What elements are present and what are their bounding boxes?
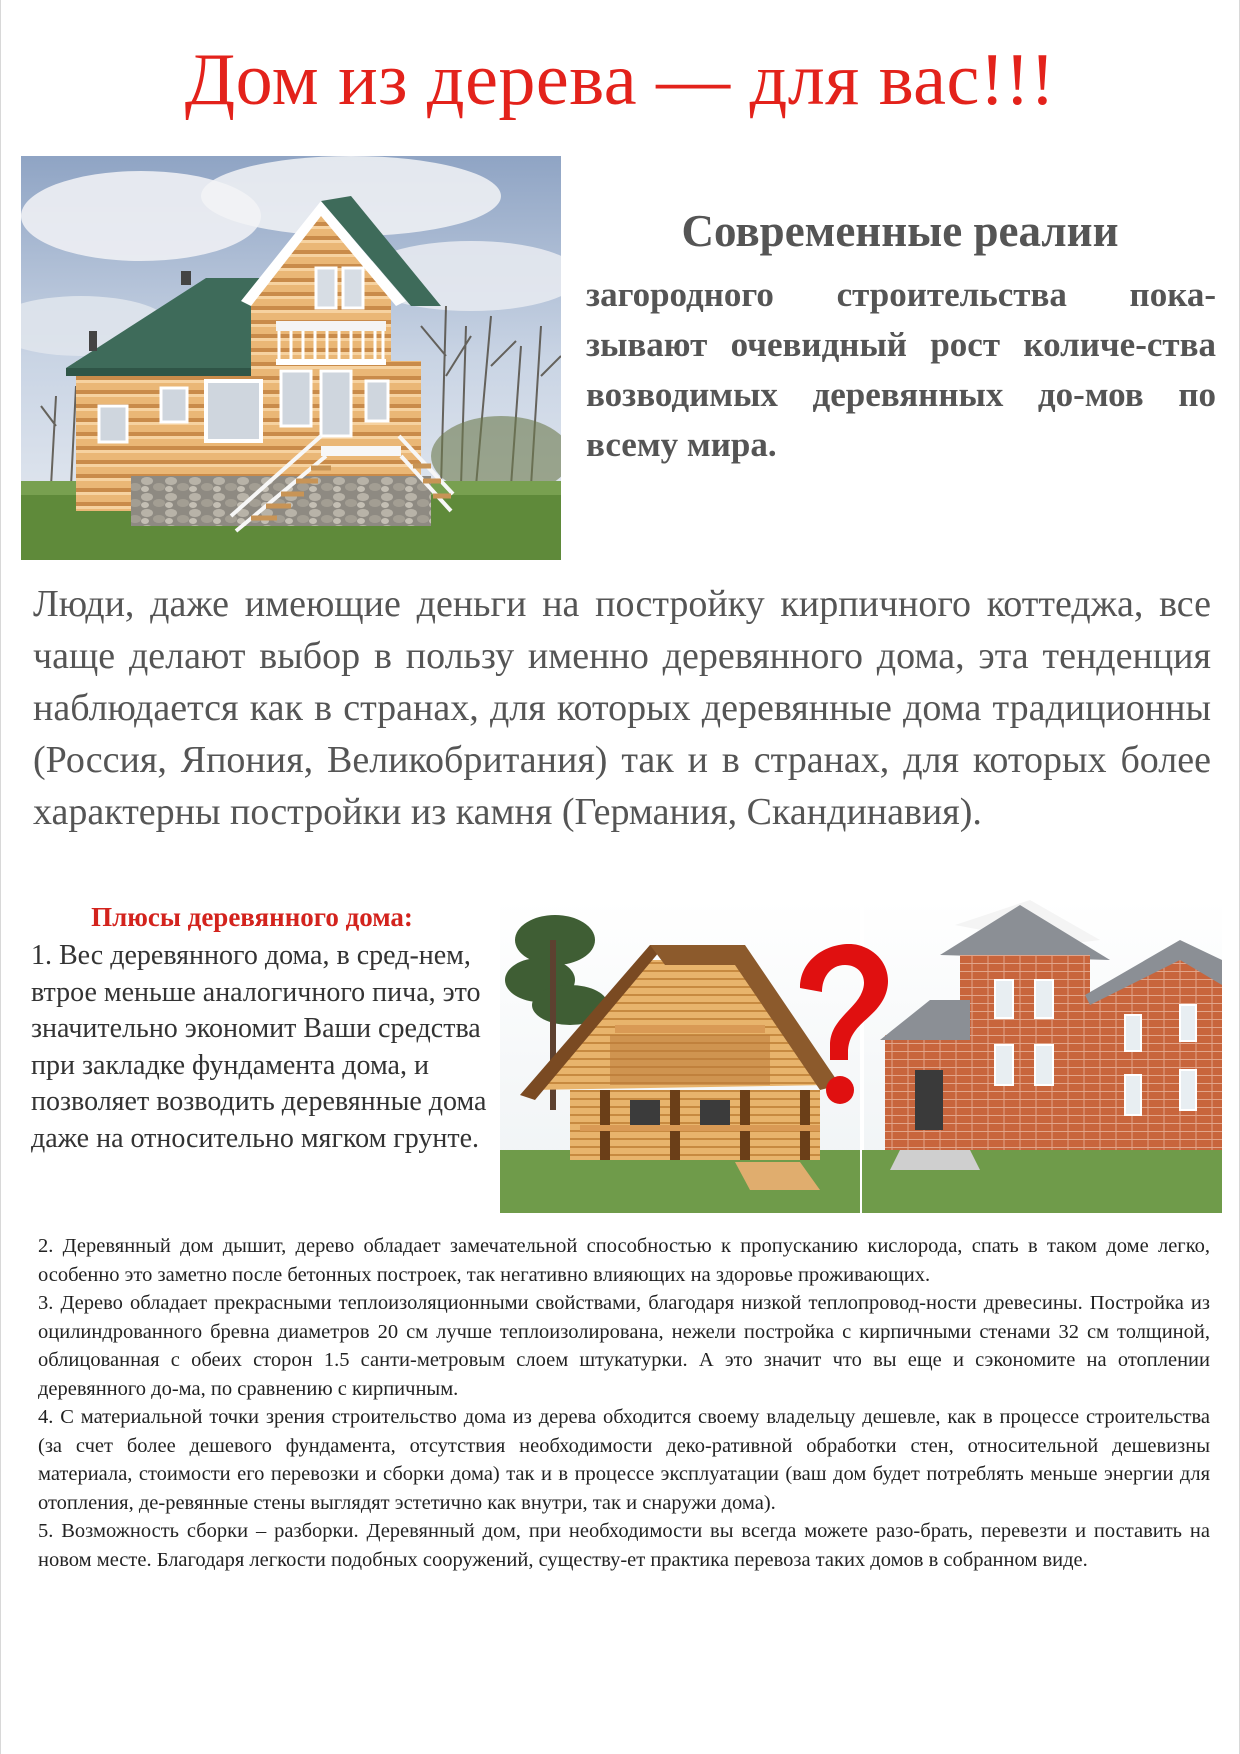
lead-heading: Современные реалии <box>681 206 1119 256</box>
pros-heading: Плюсы деревянного дома: <box>91 902 413 932</box>
pros-item-2: 2. Деревянный дом дышит, дерево обладает замечательной способностью к пропусканию кислорода, спать в таком доме легко, особенно это заметно после бетонных построек, так негативно влияющих на здоровье проживающих. <box>38 1235 1210 1286</box>
wood-vs-brick-photo <box>500 900 1222 1213</box>
pros-item-1: 1. Вес деревянного дома, в сред-нем, втрое меньше аналогичного пича, это значительно экономит Ваши средства при закладке фундамента дома, и позволяет возводить деревянные дома даже на относительно мягком грунте. <box>31 940 487 1154</box>
intro-paragraph: Люди, даже имеющие деньги на постройку кирпичного коттеджа, все чаще делают выбор в пользу именно деревянного дома, эта тенденция наблюдается как в странах, для которых деревянные дома традиционны (Россия, Япония, Великобритания) так и в странах, для которых более характерны постройки из камня (Германия, Скандинавия). <box>33 583 1211 833</box>
pros-item-4: 4. С материальной точки зрения строительство дома из дерева обходится своему владельцу дешевле, как в процессе строительства (за счет более дешевого фундамента, отсутствия необходимости деко-ративной обработки стен, относительной дешевизны материала, стоимости его перевозки и сборки дома) так и в процессе эксплуатации (ваш дом будет потреблять меньше энергии для отопления, де-ревянные стены выглядят эстетично как внутри, так и снаружи дома). <box>38 1406 1210 1514</box>
log-house-photo <box>21 156 561 560</box>
pros-list <box>38 1232 1210 1574</box>
lead-body: загородного строительства пока-зывают очевидный рост количе-ства возводимых деревянных до-мов по всему мира. <box>586 275 1216 464</box>
pros-item-3: 3. Дерево обладает прекрасными теплоизоляционными свойствами, благодаря низкой теплопровод-ности древесины. Постройка из оцилиндрованного бревна диаметров 20 см лучше теплоизолирована, нежели постройка с кирпичными стенами 32 см толщиной, облицованная с обеих сторон 1.5 санти-метровым слоем штукатурки. А это значит что вы еще и сэкономите на отоплении деревянного до-ма, по сравнению с кирпичным. <box>38 1292 1210 1400</box>
page-title: Дом из дерева — для вас!!! <box>184 39 1056 121</box>
pros-item-5: 5. Возможность сборки – разборки. Деревянный дом, при необходимости вы всегда можете разо-брать, перевезти и поставить на новом месте. Благодаря легкости подобных сооружений, существу-ет практика перевоза таких домов в собранном виде. <box>38 1520 1210 1571</box>
